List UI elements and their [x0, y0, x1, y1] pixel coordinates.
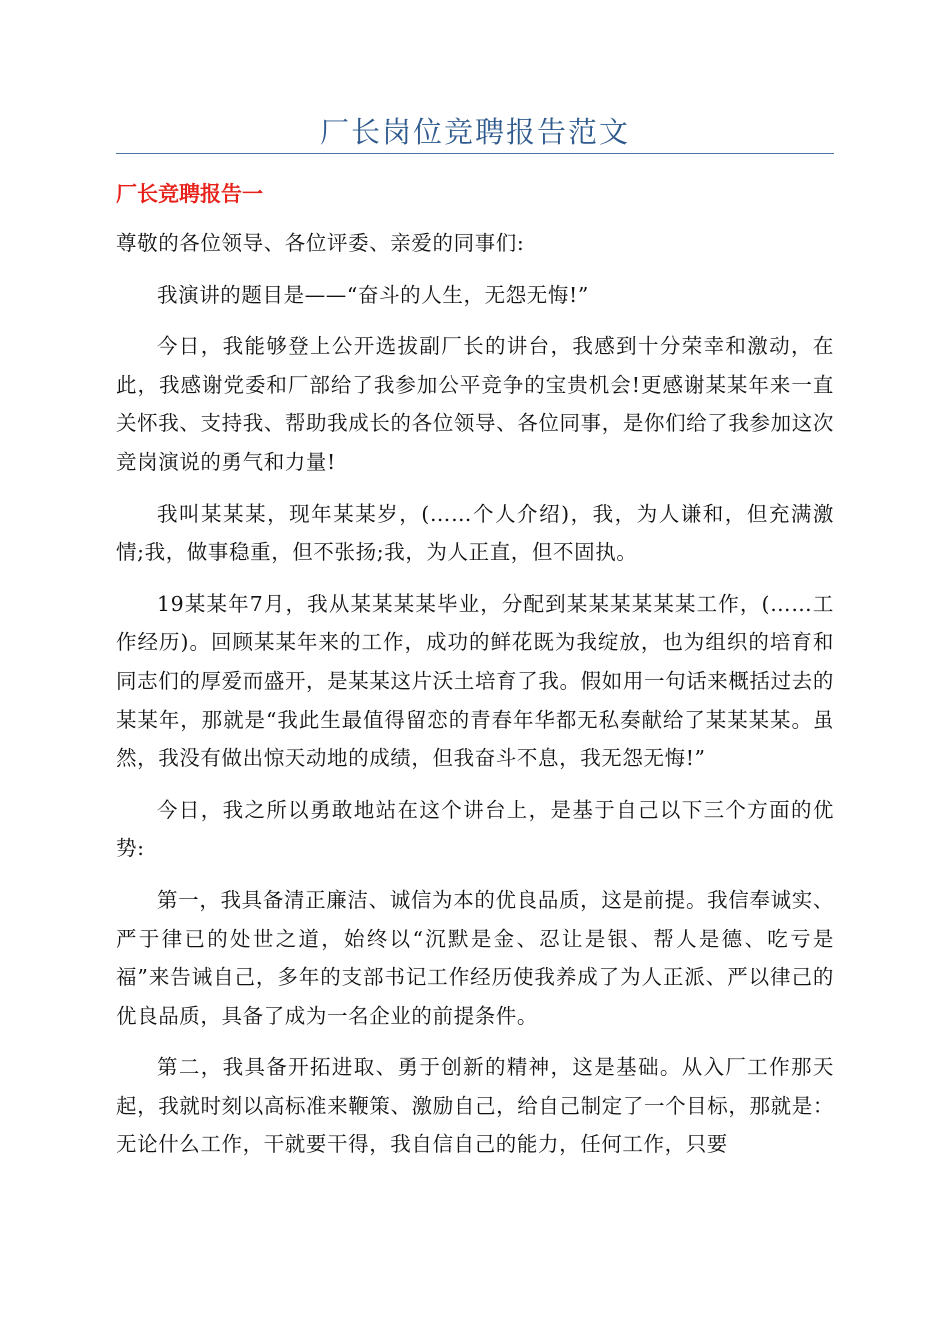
paragraph-3: 我叫某某某，现年某某岁，(……个人介绍)，我，为人谦和，但充满激情;我，做事稳重，但不张扬;我，为人正直，但不固执。: [116, 501, 834, 565]
paragraph-2: 今日，我能够登上公开选拔副厂长的讲台，我感到十分荣幸和激动，在此，我感谢党委和厂部给了我参加公平竞争的宝贵机会!更感谢某某年来一直关怀我、支持我、帮助我成长的各位领导、各位同事，是你们给了我参加这次竞岗演说的勇气和力量!: [116, 334, 834, 474]
salutation: 尊敬的各位领导、各位评委、亲爱的同事们:: [116, 231, 525, 255]
body-text: [116, 224, 834, 1177]
section-heading: 厂长竞聘报告一: [116, 182, 263, 206]
title-underline: [116, 153, 834, 154]
paragraph-5: 今日，我之所以勇敢地站在这个讲台上，是基于自己以下三个方面的优势:: [116, 797, 834, 861]
document-title: 厂长岗位竞聘报告范文: [319, 115, 630, 149]
paragraph-7: 第二，我具备开拓进取、勇于创新的精神，这是基础。从入厂工作那天起，我就时刻以高标准来鞭策、激励自己，给自己制定了一个目标，那就是：无论什么工作，干就要干得，我自信自己的能力，任何工作，只要: [116, 1055, 834, 1157]
paragraph-1: 我演讲的题目是——“奋斗的人生，无怨无悔!”: [157, 282, 589, 307]
paragraph-4: 19某某年7月，我从某某某某毕业，分配到某某某某某某工作，(……工作经历)。回顾某某年来的工作，成功的鲜花既为我绽放，也为组织的培育和同志们的厚爱而盛开，是某某这片沃土培育了我。假如用一句话来概括过去的某某年，那就是“我此生最值得留恋的青春年华都无私奏献给了某某某某。虽然，我没有做出惊天动地的成绩，但我奋斗不息，我无怨无悔!”: [116, 591, 834, 771]
paragraph-6: 第一，我具备清正廉洁、诚信为本的优良品质，这是前提。我信奉诚实、严于律已的处世之道，始终以“沉默是金、忍让是银、帮人是德、吃亏是福”来告诫自己，多年的支部书记工作经历使我养成了为人正派、严以律己的优良品质，具备了成为一名企业的前提条件。: [116, 887, 834, 1028]
